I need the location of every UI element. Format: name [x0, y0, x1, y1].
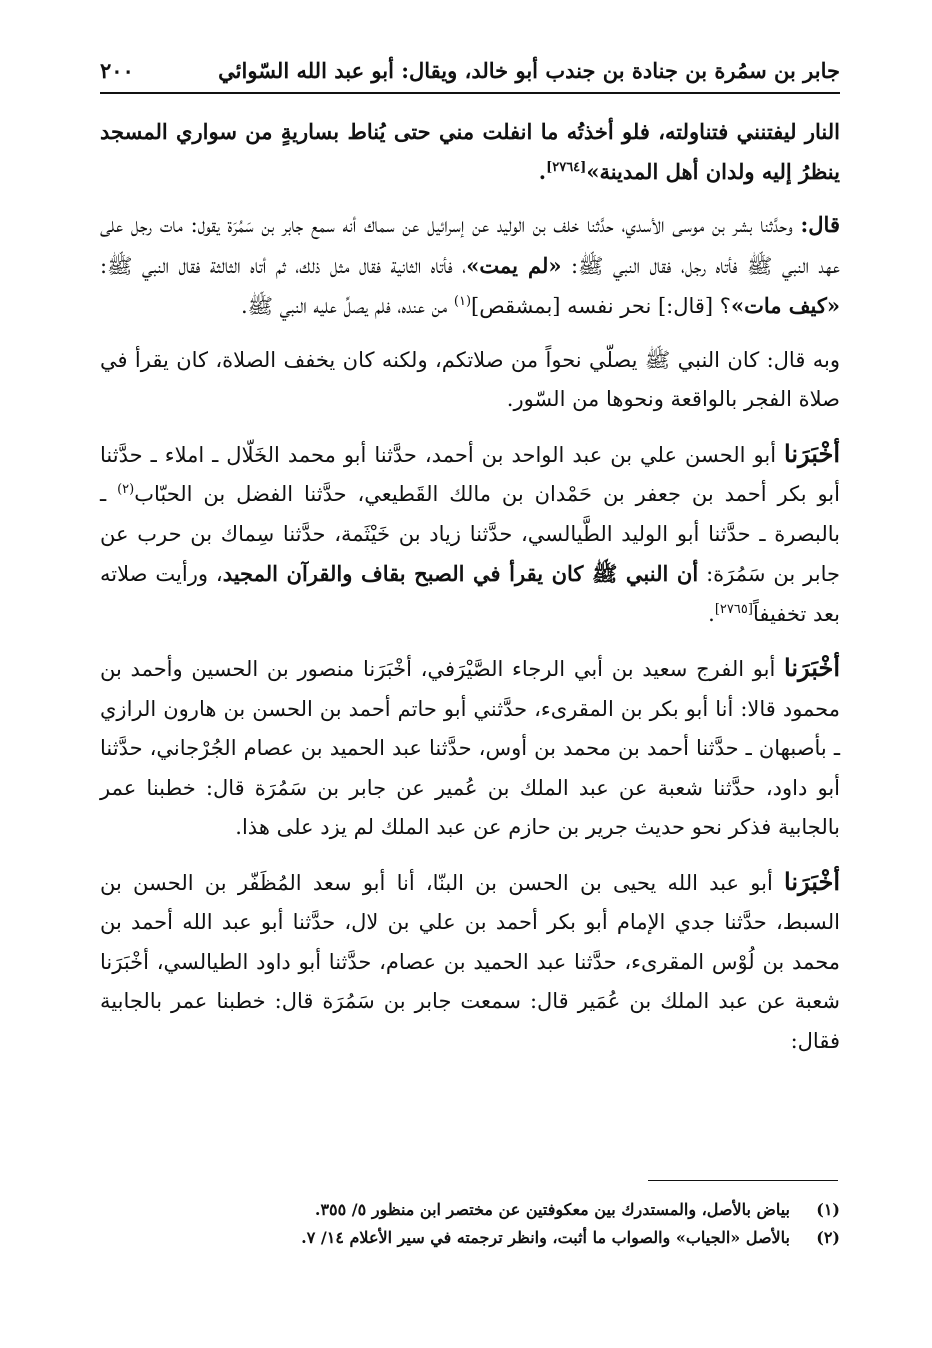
- paragraph-4: أخْبَرَنا أبو الحسن علي بن عبد الواحد بن أحمد، حدَّثنا أبو محمد الخَلّال ـ املاء ـ حدَّثنا أبو بكر أحمد بن جعفر بن حَمْدان بن مالك القَطيعي، حدَّثنا الفضل بن الحبّاب$^{(٢)}$ ـ بالبصرة ـ حدَّثنا أبو الوليد الطَّيالسي، حدَّثنا زياد بن خَيْثَمة، حدَّثنا سِماك بن حرب عن جابر بن سَمُرَة: أن النبي ﷺ كان يقرأ في الصبح بقاف والقرآن المجيد، ورأيت صلاته بعد تخفيفاً[٢٧٦٥].: [100, 438, 840, 626]
- footnote-marker: (٢): [117, 482, 135, 497]
- footnote: [100, 1196, 840, 1224]
- paragraph-1: النار ليفتنني فتناولته، فلو أخذتُه ما انفلت مني حتى يُناط بساريةٍ من سواري المسجد ينظرُ إليه ولدان أهل المدينة»[٢٧٦٤].: [100, 119, 840, 184]
- footnote-text: بالأصل «الجياب» والصواب ما أثبت، وانظر ترجمته في سير الأعلام ١٤/ ٧.: [301, 1228, 790, 1247]
- paragraph-lead: قال:: [800, 212, 840, 237]
- reference-number: [٢٧٦٤]: [546, 159, 587, 175]
- paragraph-lead: أخْبَرَنا: [784, 653, 840, 682]
- paragraph-6: أخْبَرَنا أبو عبد الله يحيى بن الحسن بن البنّا، أنا أبو سعد المُظَفّر بن الحسن بن السبط، حدَّثنا جدي الإمام أبو بكر أحمد بن علي بن لال، حدَّثنا أبو عبد الله أحمد بن محمد بن لُوْس المقرىء، حدَّثنا عبد الحميد بن عصام، حدَّثنا أبو داود الطيالسي، أخْبَرَنا شعبة عن عبد الملك بن عُمَير قال: سمعت جابر بن سَمُرَة قال: خطبنا عمر بالجابية فقال:: [100, 866, 840, 1053]
- footnote-text: بياض بالأصل، والمستدرك بين معكوفتين عن مختصر ابن منظور ٥/ ٣٥٥.: [314, 1200, 790, 1219]
- footnote-number: (١): [816, 1200, 840, 1219]
- footnote: [100, 1224, 840, 1252]
- paragraph-3: وبه قال: كان النبي ﷺ يصلّي نحواً من صلاتكم، ولكنه كان يخفف الصلاة، كان يقرأ في صلاة الفجر بالواقعة ونحوها من السّور.: [100, 347, 840, 411]
- footnote-number: (٢): [816, 1228, 840, 1247]
- footnote-divider: [648, 1180, 838, 1181]
- header-divider: [100, 92, 840, 94]
- reference-number: [٢٧٦٥]: [714, 601, 753, 617]
- main-text: [100, 112, 840, 1061]
- page-number: ٢٠٠: [100, 57, 134, 83]
- paragraph-lead: أخْبَرَنا: [784, 866, 840, 896]
- footnote-marker: (١): [453, 294, 472, 309]
- paragraph-2: قال: وحدَّثنا بشر بن موسى الأسدي، حدَّثنا خلف بن الوليد عن إسرائيل عن سماك أنه سمع جابر بن سَمُرَة يقول: مات رجل على عهد النبي ﷺ فأتاه رجل، فقال النبي ﷺ: «لم يمت»، فأتاه الثانية فقال مثل ذلك، ثم أتاه الثالثة فقال النبي ﷺ: «كيف مات»؟ [قال:] نحر نفسه [بمشقص]$^{(١)}$ من عنده، فلم يصلِّ عليه النبي ﷺ.: [100, 212, 840, 318]
- footnotes: [100, 1196, 840, 1252]
- running-title: جابر بن سمُرة بن جنادة بن جندب أبو خالد، ويقال: أبو عبد الله السّوائي: [218, 57, 840, 83]
- paragraph-lead: أخْبَرَنا: [784, 438, 840, 468]
- paragraph-5: أخْبَرَنا أبو الفرج سعيد بن أبي الرجاء الصَّيْرَفي، أخْبَرَنا منصور بن الحسين وأحمد بن محمود قالا: أنا أبو بكر بن المقرىء، حدَّثني أبو حاتم أحمد بن الحسن بن هارون الرازي ـ بأصبهان ـ حدَّثنا أحمد بن محمد بن أوس، حدَّثنا عبد الحميد بن عصام الجُرْجاني، حدَّثنا أبو داود، حدَّثنا شعبة عن عبد الملك بن عُمير عن جابر بن سَمُرَة قال: خطبنا عمر بالجابية فذكر نحو حديث جرير بن حازم عن عبد الملك لم يزد على هذا.: [100, 653, 840, 839]
- page-header: [100, 52, 840, 88]
